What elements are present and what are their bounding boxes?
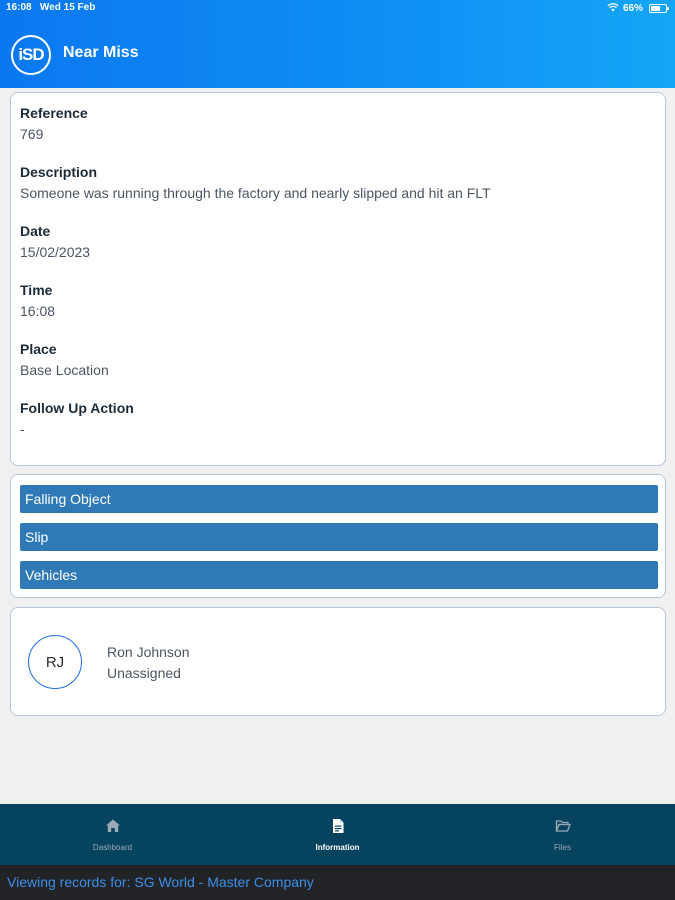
status-date: Wed 15 Feb [39, 2, 96, 13]
field-label: Time [20, 282, 53, 298]
home-icon [105, 818, 121, 834]
status-time: 16:08 [6, 2, 32, 13]
person-status: Unassigned [107, 665, 181, 681]
nav-label: Files [554, 843, 571, 852]
app-logo: iSD [11, 35, 51, 75]
field-time [20, 281, 656, 320]
tag-falling-object[interactable]: Falling Object [20, 485, 658, 513]
person-card[interactable] [10, 607, 666, 716]
field-label: Description [20, 164, 98, 180]
page-title: Near Miss [63, 44, 139, 61]
field-value: Base Location [20, 362, 109, 378]
battery-icon [649, 4, 667, 13]
tags-card [10, 474, 666, 598]
person-name: Ron Johnson [107, 644, 190, 660]
field-label: Place [20, 341, 57, 357]
field-follow-up-action [20, 399, 656, 438]
field-value: 16:08 [20, 303, 56, 319]
nav-files[interactable] [450, 804, 675, 865]
field-value: 15/02/2023 [20, 244, 91, 260]
field-value: Someone was running through the factory and nearly slipped and hit an FLT [20, 185, 491, 201]
bottom-nav [0, 804, 675, 865]
document-icon [330, 818, 346, 834]
info-card [10, 92, 666, 466]
field-label: Date [20, 223, 51, 239]
folder-open-icon [555, 818, 571, 834]
field-value: - [20, 421, 25, 437]
tag-vehicles[interactable]: Vehicles [20, 561, 658, 589]
field-value: 769 [20, 126, 44, 142]
company-footer: Viewing records for: SG World - Master Company [0, 865, 675, 900]
wifi-icon [607, 2, 619, 15]
nav-information[interactable] [225, 804, 450, 865]
avatar: RJ [28, 635, 82, 689]
app-header [0, 0, 675, 88]
nav-label: Dashboard [92, 843, 133, 852]
tag-slip[interactable]: Slip [20, 523, 658, 551]
field-description [20, 163, 656, 202]
nav-dashboard[interactable] [0, 804, 225, 865]
battery-percent: 66% [622, 3, 643, 14]
field-label: Follow Up Action [20, 400, 134, 416]
field-label: Reference [20, 105, 88, 121]
status-bar [6, 2, 667, 18]
field-date [20, 222, 656, 261]
field-reference [20, 104, 656, 143]
field-place [20, 340, 656, 379]
nav-label: Information [315, 843, 360, 852]
